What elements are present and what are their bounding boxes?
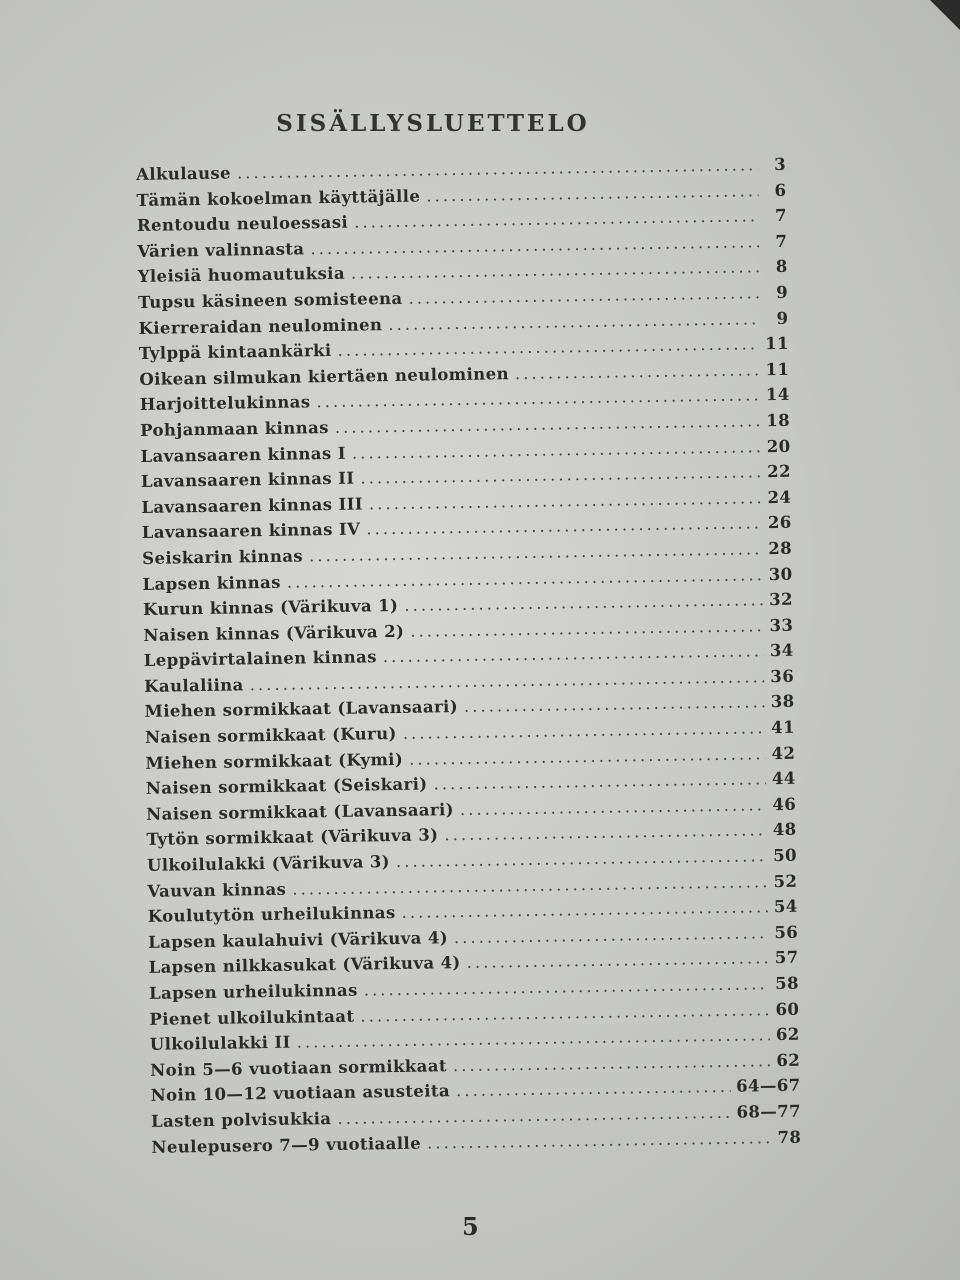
toc-entry-title: Värien valinnasta xyxy=(137,239,305,261)
toc-entry-title: Lavansaaren kinnas III xyxy=(141,494,364,517)
toc-entry-page: 28 xyxy=(768,538,793,559)
toc-entry-title: Kierreraidan neulominen xyxy=(138,314,383,338)
page-corner-shadow xyxy=(930,0,960,30)
toc-entry-page: 9 xyxy=(776,308,789,328)
toc-entry-page: 48 xyxy=(772,820,797,840)
toc-entry-title: Lapsen urheilukinnas xyxy=(148,980,358,1003)
toc-entry-page: 46 xyxy=(772,794,797,814)
toc-entry-title: Alkulause xyxy=(136,163,232,184)
dot-leader xyxy=(456,1077,730,1100)
toc-entry-title: Ulkoilulakki II xyxy=(149,1032,291,1055)
toc-entry-title: Lapsen kaulahuivi (Värikuva 4) xyxy=(148,928,449,952)
dot-leader xyxy=(433,769,766,793)
toc-entry-page: 9 xyxy=(776,282,789,302)
toc-entry-page: 8 xyxy=(775,257,788,277)
toc-entry-title: Naisen sormikkaat (Lavansaari) xyxy=(146,799,455,824)
toc-entry-title: Neulepusero 7—9 vuotiaalle xyxy=(151,1133,422,1157)
toc-entry-page: 57 xyxy=(774,948,799,968)
dot-leader xyxy=(444,821,767,845)
toc-entry-title: Lasten polvisukkia xyxy=(150,1109,332,1131)
toc-entry-page: 50 xyxy=(773,845,798,866)
toc-entry-title: Tytön sormikkaat (Värikuva 3) xyxy=(146,825,439,850)
toc-entry-page: 60 xyxy=(775,999,800,1019)
page-number: 5 xyxy=(462,1212,479,1241)
toc-entry-title: Pienet ulkoilukintaat xyxy=(149,1006,355,1029)
toc-entry-page: 7 xyxy=(775,231,788,251)
toc-entry-title: Naisen sormikkaat (Kuru) xyxy=(144,724,397,747)
dot-leader xyxy=(237,155,758,182)
toc-entry-title: Rentoudu neuloessasi xyxy=(136,212,349,236)
toc-entry-title: Tylppä kintaankärki xyxy=(138,341,332,364)
toc-entry-page: 52 xyxy=(773,871,798,891)
toc-entry-page: 18 xyxy=(766,410,791,431)
toc-entry-page: 62 xyxy=(776,1050,801,1070)
toc-entry-page: 56 xyxy=(774,922,799,942)
dot-leader xyxy=(460,795,767,819)
toc-entry-title: Kaulaliina xyxy=(144,675,244,696)
toc-entry-title: Miehen sormikkaat (Lavansaari) xyxy=(144,697,459,722)
dot-leader xyxy=(426,181,758,205)
dot-leader xyxy=(467,949,769,973)
toc-entry-title: Leppävirtalainen kinnas xyxy=(143,647,377,671)
toc-entry-page: 36 xyxy=(770,666,795,686)
toc-entry-page: 22 xyxy=(766,461,792,482)
toc-entry-page: 64—67 xyxy=(735,1076,801,1097)
dot-leader xyxy=(464,693,765,717)
toc-entry-title: Noin 10—12 vuotiaan asusteita xyxy=(150,1081,451,1106)
toc-entry-title: Tupsu käsineen somisteena xyxy=(138,288,403,312)
toc-entry-page: 11 xyxy=(764,333,790,354)
toc-entry-page: 58 xyxy=(775,973,800,994)
toc-entry-page: 62 xyxy=(775,1024,800,1045)
dot-leader xyxy=(454,923,769,947)
toc-entry-title: Ulkoilulakki (Värikuva 3) xyxy=(146,852,391,875)
toc-entry-title: Miehen sormikkaat (Kymi) xyxy=(145,749,404,773)
toc-entry-page: 42 xyxy=(771,743,796,763)
toc-entry-title: Lavansaaren kinnas IV xyxy=(141,519,361,543)
dot-leader xyxy=(453,1051,771,1075)
toc-entry-title: Lavansaaren kinnas I xyxy=(140,443,347,466)
toc-entry-page: 54 xyxy=(773,896,798,917)
toc-entry-title: Noin 5—6 vuotiaan sormikkaat xyxy=(150,1056,448,1080)
toc-entry-title: Pohjanmaan kinnas xyxy=(140,417,329,440)
toc-entry-page: 44 xyxy=(771,768,796,789)
toc-entry-page: 68—77 xyxy=(736,1101,802,1122)
toc-entry-title: Vauvan kinnas xyxy=(147,879,287,901)
toc-entry-page: 33 xyxy=(769,615,794,635)
toc-entry-page: 11 xyxy=(765,359,790,379)
toc-entry-title: Lapsen nilkkasukat (Värikuva 4) xyxy=(148,953,461,978)
table-of-contents xyxy=(136,155,802,1163)
toc-entry-title: Koulutytön urheilukinnas xyxy=(147,903,396,927)
toc-entry-title: Lavansaaren kinnas II xyxy=(140,468,355,492)
dot-leader xyxy=(427,1128,772,1152)
toc-entry-title: Lapsen kinnas xyxy=(142,572,281,594)
toc-entry-page: 26 xyxy=(767,513,792,533)
toc-entry-title: Kurun kinnas (Värikuva 1) xyxy=(142,596,399,620)
toc-entry-title: Tämän kokoelman käyttäjälle xyxy=(136,186,421,210)
toc-entry-page: 14 xyxy=(765,385,790,405)
toc-entry-title: Naisen sormikkaat (Seiskari) xyxy=(145,774,428,799)
dot-leader xyxy=(515,360,760,383)
toc-entry-page: 38 xyxy=(770,692,795,712)
page-title: SISÄLLYSLUETTELO xyxy=(276,110,590,137)
toc-entry-page: 30 xyxy=(768,564,793,584)
toc-entry-page: 34 xyxy=(769,641,794,661)
toc-entry-title: Harjoittelukinnas xyxy=(139,392,311,415)
toc-entry-title: Naisen kinnas (Värikuva 2) xyxy=(143,621,405,645)
toc-entry-title: Yleisiä huomautuksia xyxy=(137,264,346,287)
toc-entry-page: 3 xyxy=(774,154,787,174)
toc-entry-page: 78 xyxy=(777,1127,802,1147)
toc-entry-page: 20 xyxy=(766,436,791,456)
toc-entry-page: 24 xyxy=(767,487,792,507)
toc-entry-page: 41 xyxy=(771,717,796,738)
toc-entry-title: Oikean silmukan kiertäen neulominen xyxy=(139,363,510,389)
toc-entry-page: 32 xyxy=(768,589,794,610)
toc-entry-page: 6 xyxy=(774,180,787,200)
toc-entry-page: 7 xyxy=(774,205,788,226)
toc-entry-title: Seiskarin kinnas xyxy=(142,546,304,568)
